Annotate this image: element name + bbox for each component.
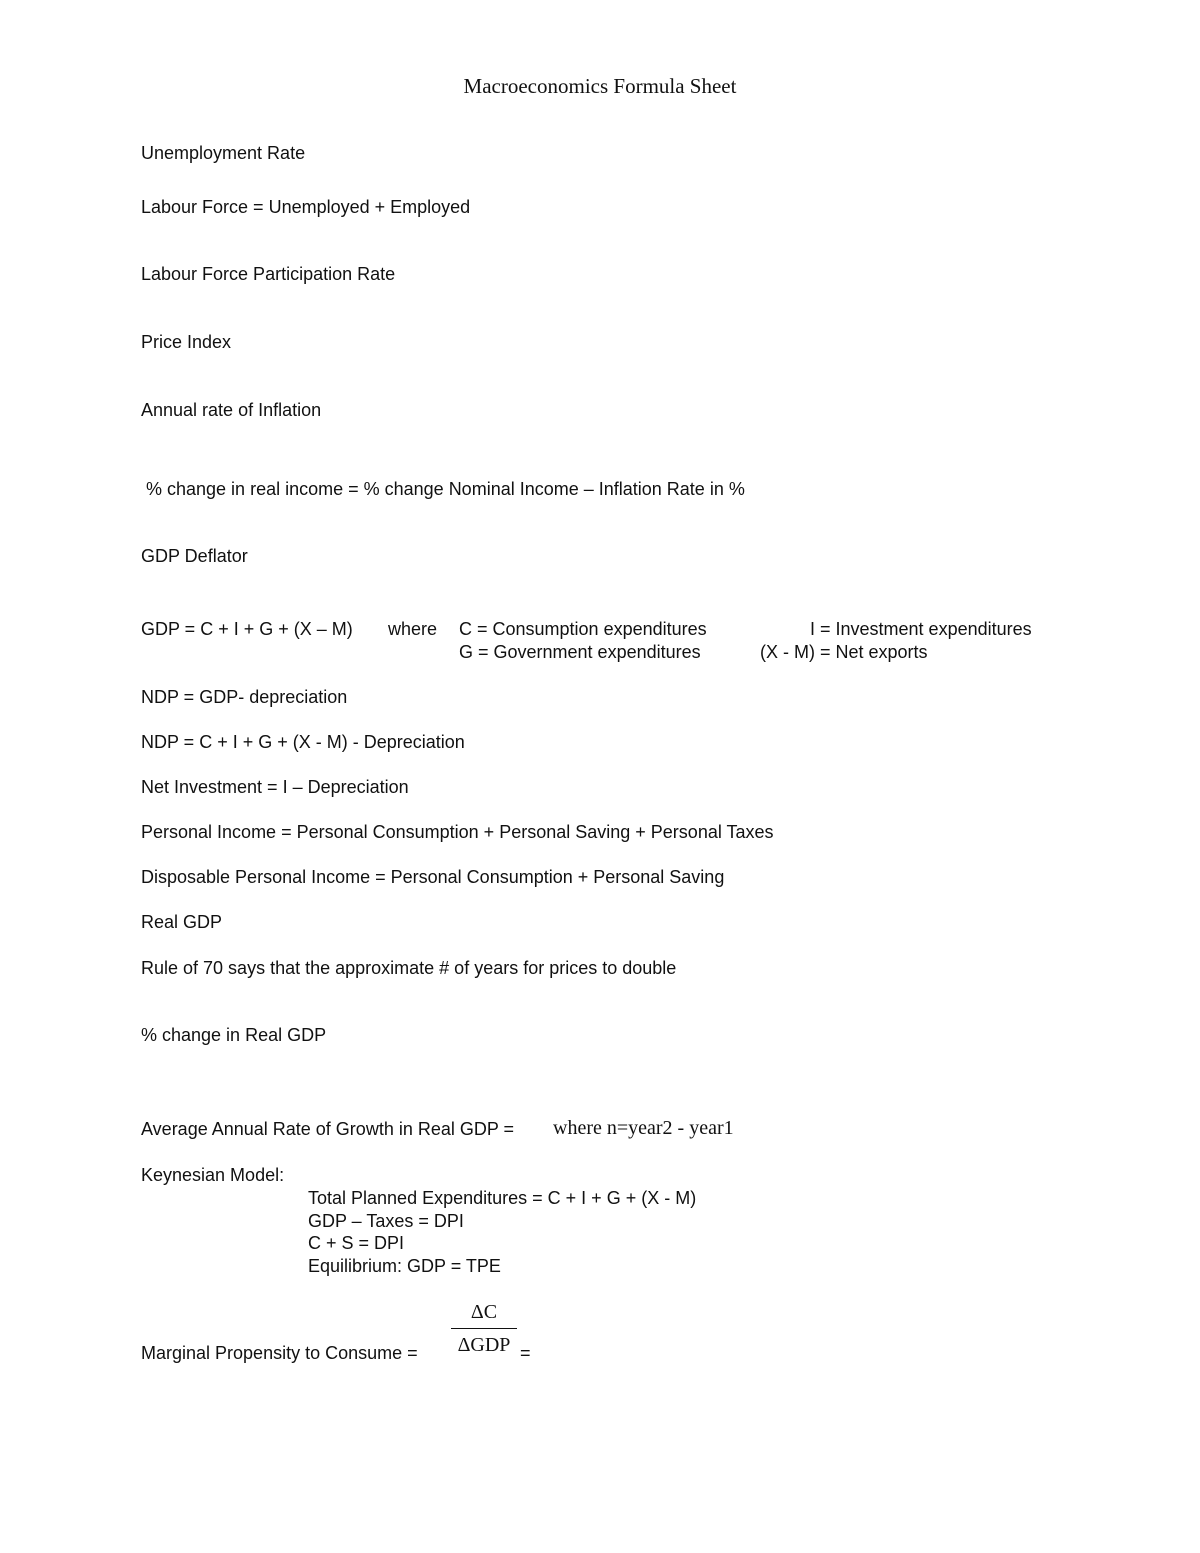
mpc-numerator: ΔC bbox=[470, 1301, 498, 1323]
mpc-fraction bbox=[451, 1300, 517, 1357]
avg-growth-label: Average Annual Rate of Growth in Real GDP = bbox=[141, 1119, 515, 1139]
keynesian-line: C + S = DPI bbox=[308, 1233, 405, 1253]
price-index-heading: Price Index bbox=[141, 332, 232, 352]
labour-force-formula: Labour Force = Unemployed + Employed bbox=[141, 197, 471, 217]
gdp-where-label: where bbox=[388, 619, 438, 639]
mpc-denominator: ΔGDP bbox=[457, 1334, 511, 1356]
unemployment-rate-heading: Unemployment Rate bbox=[141, 143, 306, 163]
gdp-deflator-heading: GDP Deflator bbox=[141, 546, 248, 566]
mpc-equals: = bbox=[520, 1343, 531, 1363]
rule-of-70-text: Rule of 70 says that the approximate # of years for prices to double bbox=[141, 958, 677, 978]
participation-rate-heading: Labour Force Participation Rate bbox=[141, 264, 396, 284]
mpc-label: Marginal Propensity to Consume = bbox=[141, 1343, 418, 1363]
net-exports-definition: (X - M) = Net exports bbox=[760, 642, 928, 662]
gdp-equation: GDP = C + I + G + (X – M) bbox=[141, 619, 353, 639]
keynesian-line: GDP – Taxes = DPI bbox=[308, 1211, 464, 1231]
real-gdp-heading: Real GDP bbox=[141, 912, 223, 932]
keynesian-line: Total Planned Expenditures = C + I + G + (X - M) bbox=[308, 1188, 697, 1208]
fraction-bar bbox=[451, 1328, 517, 1329]
pct-change-real-gdp-heading: % change in Real GDP bbox=[141, 1025, 327, 1045]
keynesian-line: Equilibrium: GDP = TPE bbox=[308, 1256, 501, 1276]
ndp-formula-2: NDP = C + I + G + (X - M) - Depreciation bbox=[141, 732, 465, 752]
ndp-formula-1: NDP = GDP- depreciation bbox=[141, 687, 348, 707]
investment-definition: I = Investment expenditures bbox=[810, 619, 1032, 639]
keynesian-model-heading: Keynesian Model: bbox=[141, 1165, 285, 1185]
consumption-definition: C = Consumption expenditures bbox=[459, 619, 707, 639]
government-definition: G = Government expenditures bbox=[459, 642, 701, 662]
annual-inflation-heading: Annual rate of Inflation bbox=[141, 400, 322, 420]
personal-income-formula: Personal Income = Personal Consumption + Personal Saving + Personal Taxes bbox=[141, 822, 774, 842]
net-investment-formula: Net Investment = I – Depreciation bbox=[141, 777, 409, 797]
page-title: Macroeconomics Formula Sheet bbox=[463, 74, 737, 98]
avg-growth-where: where n=year2 - year1 bbox=[553, 1117, 734, 1139]
disposable-income-formula: Disposable Personal Income = Personal Consumption + Personal Saving bbox=[141, 867, 725, 887]
real-income-formula: % change in real income = % change Nominal Income – Inflation Rate in % bbox=[141, 479, 745, 499]
